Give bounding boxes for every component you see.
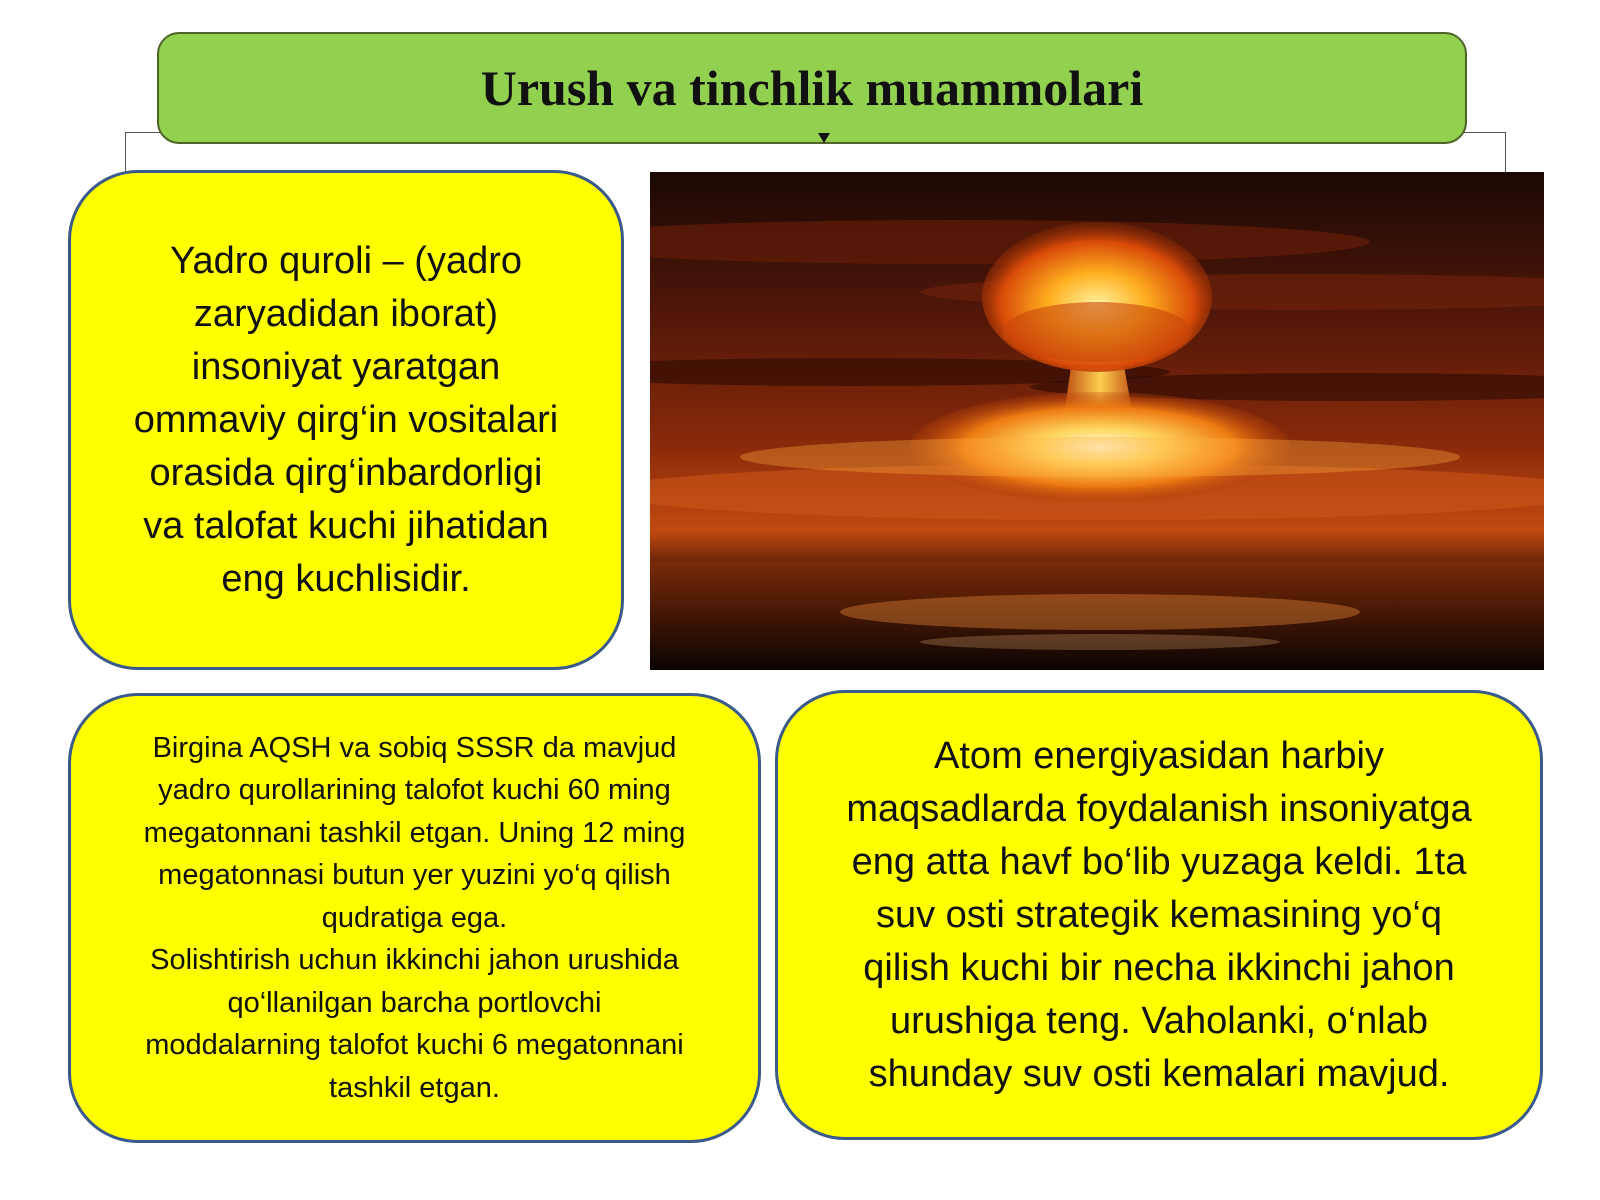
title-arrow-icon [818,133,830,143]
text-line: yadro qurollarining talofot kuchi 60 ming [158,774,671,807]
text-line: moddalarning talofot kuchi 6 megatonnani [145,1029,684,1062]
text-line: qilish kuchi bir necha ikkinchi jahon [863,946,1455,989]
text-line: maqsadlarda foydalanish insoniyatga [846,787,1472,830]
text-line: tashkil etgan. [329,1071,500,1104]
text-line: Birgina AQSH va sobiq SSSR da mavjud [152,731,677,764]
text-line: qo‘llanilgan barcha portlovchi [227,986,602,1019]
text-line: eng atta havf bo‘lib yuzaga keldi. 1ta [851,840,1467,883]
text-line: orasida qirg‘inbardorligi [149,451,543,494]
text-line: zaryadidan iborat) [193,292,499,335]
atomic-energy-box [775,690,1543,1140]
page-title: Urush va tinchlik muammolari [480,60,1144,116]
connector-right [1460,132,1506,173]
text-line: qudratiga ega. [321,901,508,934]
text-line: shunday suv osti kemalari mavjud. [868,1052,1450,1095]
nuclear-explosion-image [650,172,1544,670]
text-line: Yadro quroli – (yadro [169,239,523,282]
megaton-comparison-box [68,693,761,1143]
text-line: va talofat kuchi jihatidan [143,504,549,547]
text-line: megatonnani tashkil etgan. Uning 12 ming [143,816,686,849]
text-line: Atom energiyasidan harbiy [934,734,1384,777]
text-line: urushiga teng. Vaholanki, o‘nlab [889,999,1428,1042]
title-box [157,32,1467,144]
connector-left [125,132,166,173]
text-line: suv osti strategik kemasining yo‘q [875,893,1442,936]
text-line: insoniyat yaratgan [191,345,501,388]
text-line: megatonnasi butun yer yuzini yo‘q qilish [158,859,671,892]
nuclear-weapon-box [68,170,624,670]
text-line: eng kuchlisidir. [221,557,471,600]
text-line: ommaviy qirg‘in vositalari [133,398,559,441]
text-line: Solishtirish uchun ikkinchi jahon urushida [150,944,679,977]
